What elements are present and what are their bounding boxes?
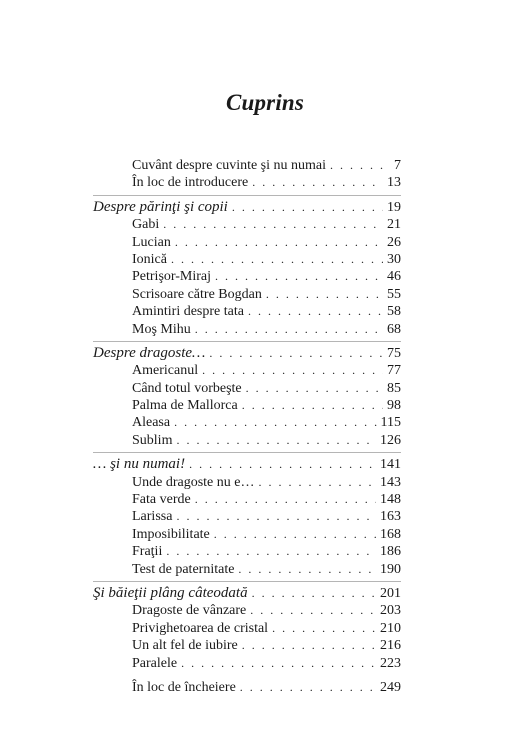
toc-entry: [93, 380, 401, 397]
leader-dots: [248, 303, 383, 320]
leader-dots: [272, 620, 376, 637]
leader-dots: [163, 216, 383, 233]
leader-dots: [258, 474, 376, 491]
toc-entry: [93, 543, 401, 560]
toc-entry: [93, 432, 401, 449]
section-divider: [93, 581, 401, 582]
leader-dots: [181, 655, 376, 672]
toc-entry-page: 46: [387, 269, 401, 285]
leader-dots: [195, 491, 376, 508]
toc-entry: [93, 602, 401, 619]
leader-dots: [176, 432, 376, 449]
section-divider: [93, 195, 401, 196]
leader-dots: [246, 380, 383, 397]
toc-section-heading: [93, 345, 401, 362]
toc-entry-page: 203: [380, 603, 401, 619]
leader-dots: [232, 199, 383, 216]
section-divider: [93, 341, 401, 342]
toc-entry-page: 55: [387, 286, 401, 302]
toc-entry-label: Sublim: [132, 432, 173, 448]
toc-entry-page: 68: [387, 321, 401, 337]
leader-dots: [189, 456, 376, 473]
toc-entry: [93, 474, 401, 491]
table-of-contents: [93, 157, 401, 696]
toc-entry: [93, 268, 401, 285]
leader-dots: [202, 362, 383, 379]
toc-entry: [93, 286, 401, 303]
toc-entry: [93, 216, 401, 233]
toc-entry-page: 186: [380, 544, 401, 560]
toc-entry: [93, 157, 401, 174]
toc-entry: [93, 526, 401, 543]
toc-entry: [93, 679, 401, 696]
toc-entry: [93, 303, 401, 320]
leader-dots: [176, 508, 376, 525]
toc-entry-page: 210: [380, 620, 401, 636]
toc-entry-page: 223: [380, 655, 401, 671]
toc-entry-page: 13: [387, 175, 401, 191]
toc-entry-label: În loc de încheiere: [132, 679, 236, 695]
toc-entry: [93, 637, 401, 654]
toc-entry: [93, 414, 401, 431]
toc-entry-label: Dragoste de vânzare: [132, 603, 247, 619]
toc-entry-page: 77: [387, 363, 401, 379]
toc-entry-label: În loc de introducere: [132, 175, 249, 191]
toc-section-page: 201: [380, 585, 401, 601]
toc-entry-page: 7: [394, 158, 401, 173]
toc-entry-label: Americanul: [132, 363, 199, 379]
toc-entry: [93, 362, 401, 379]
leader-dots: [174, 414, 376, 431]
toc-entry-label: Aleasa: [132, 415, 171, 431]
toc-entry-label: Larissa: [132, 509, 173, 525]
toc-section-page: 141: [380, 457, 401, 473]
toc-entry-label: Un alt fel de iubire: [132, 638, 238, 654]
toc-entry-label: Amintiri despre tata: [132, 304, 244, 320]
toc-section-page: 75: [387, 345, 401, 361]
toc-entry-label: Ionică: [132, 251, 167, 267]
toc-entry-page: 30: [387, 251, 401, 267]
toc-entry-page: 58: [387, 304, 401, 320]
toc-section-heading: [93, 585, 401, 602]
leader-dots: [214, 526, 376, 543]
leader-dots: [209, 345, 383, 362]
toc-entry: [93, 321, 401, 338]
toc-entry-label: Fata verde: [132, 492, 191, 508]
leader-dots: [266, 286, 383, 303]
toc-entry-page: 115: [380, 415, 401, 431]
toc-section-title: Şi băieţii plâng câteodată: [93, 584, 248, 601]
toc-entry-page: 168: [380, 526, 401, 542]
toc-entry: [93, 397, 401, 414]
toc-entry-label: Gabi: [132, 217, 160, 233]
toc-section-heading: [93, 199, 401, 216]
toc-section-title: … şi nu numai!: [93, 456, 186, 473]
toc-entry-label: Moş Mihu: [132, 321, 191, 337]
toc-section-title: Despre dragoste…: [93, 344, 206, 361]
toc-entry-page: 148: [380, 492, 401, 508]
leader-dots: [242, 397, 383, 414]
toc-entry-page: 249: [380, 679, 401, 695]
toc-entry-page: 26: [387, 234, 401, 250]
page-title: Cuprins: [225, 90, 305, 115]
toc-section-page: 19: [387, 199, 401, 215]
toc-entry-label: Imposibilitate: [132, 526, 210, 542]
toc-entry-label: Test de paternitate: [132, 561, 235, 577]
toc-entry-page: 21: [387, 217, 401, 233]
toc-entry-page: 126: [380, 432, 401, 448]
toc-entry: [93, 620, 401, 637]
toc-entry: [93, 491, 401, 508]
spacer: [93, 672, 401, 679]
toc-section-heading: [93, 456, 401, 473]
leader-dots: [171, 251, 383, 268]
toc-entry-label: Lucian: [132, 234, 171, 250]
leader-dots: [238, 561, 376, 578]
leader-dots: [330, 157, 383, 174]
toc-entry-label: Paralele: [132, 655, 178, 671]
toc-entry: [93, 655, 401, 672]
toc-entry-label: Fraţii: [132, 544, 163, 560]
toc-entry: [93, 174, 401, 191]
toc-entry-label: Petrişor-Miraj: [132, 269, 212, 285]
leader-dots: [252, 174, 383, 191]
leader-dots: [242, 637, 376, 654]
toc-entry: [93, 561, 401, 578]
leader-dots: [195, 321, 383, 338]
toc-entry-label: Scrisoare către Bogdan: [132, 286, 262, 302]
toc-entry-page: 190: [380, 561, 401, 577]
leader-dots: [215, 268, 383, 285]
toc-entry: [93, 251, 401, 268]
toc-entry-page: 143: [380, 474, 401, 490]
toc-entry: [93, 508, 401, 525]
section-divider: [93, 452, 401, 453]
leader-dots: [240, 679, 376, 696]
toc-entry-page: 216: [380, 638, 401, 654]
leader-dots: [252, 585, 376, 602]
leader-dots: [250, 602, 376, 619]
toc-entry-page: 98: [387, 398, 401, 414]
toc-entry-label: Cuvânt despre cuvinte şi nu numai: [132, 158, 327, 173]
toc-section-title: Despre părinţi şi copii: [93, 198, 228, 215]
toc-entry-label: Privighetoarea de cristal: [132, 620, 269, 636]
toc-entry-page: 85: [387, 380, 401, 396]
leader-dots: [166, 543, 376, 560]
toc-entry-label: Palma de Mallorca: [132, 398, 238, 414]
leader-dots: [175, 234, 383, 251]
toc-entry-label: Unde dragoste nu e…: [132, 474, 255, 490]
toc-entry: [93, 234, 401, 251]
toc-entry-page: 163: [380, 509, 401, 525]
toc-entry-label: Când totul vorbeşte: [132, 380, 242, 396]
